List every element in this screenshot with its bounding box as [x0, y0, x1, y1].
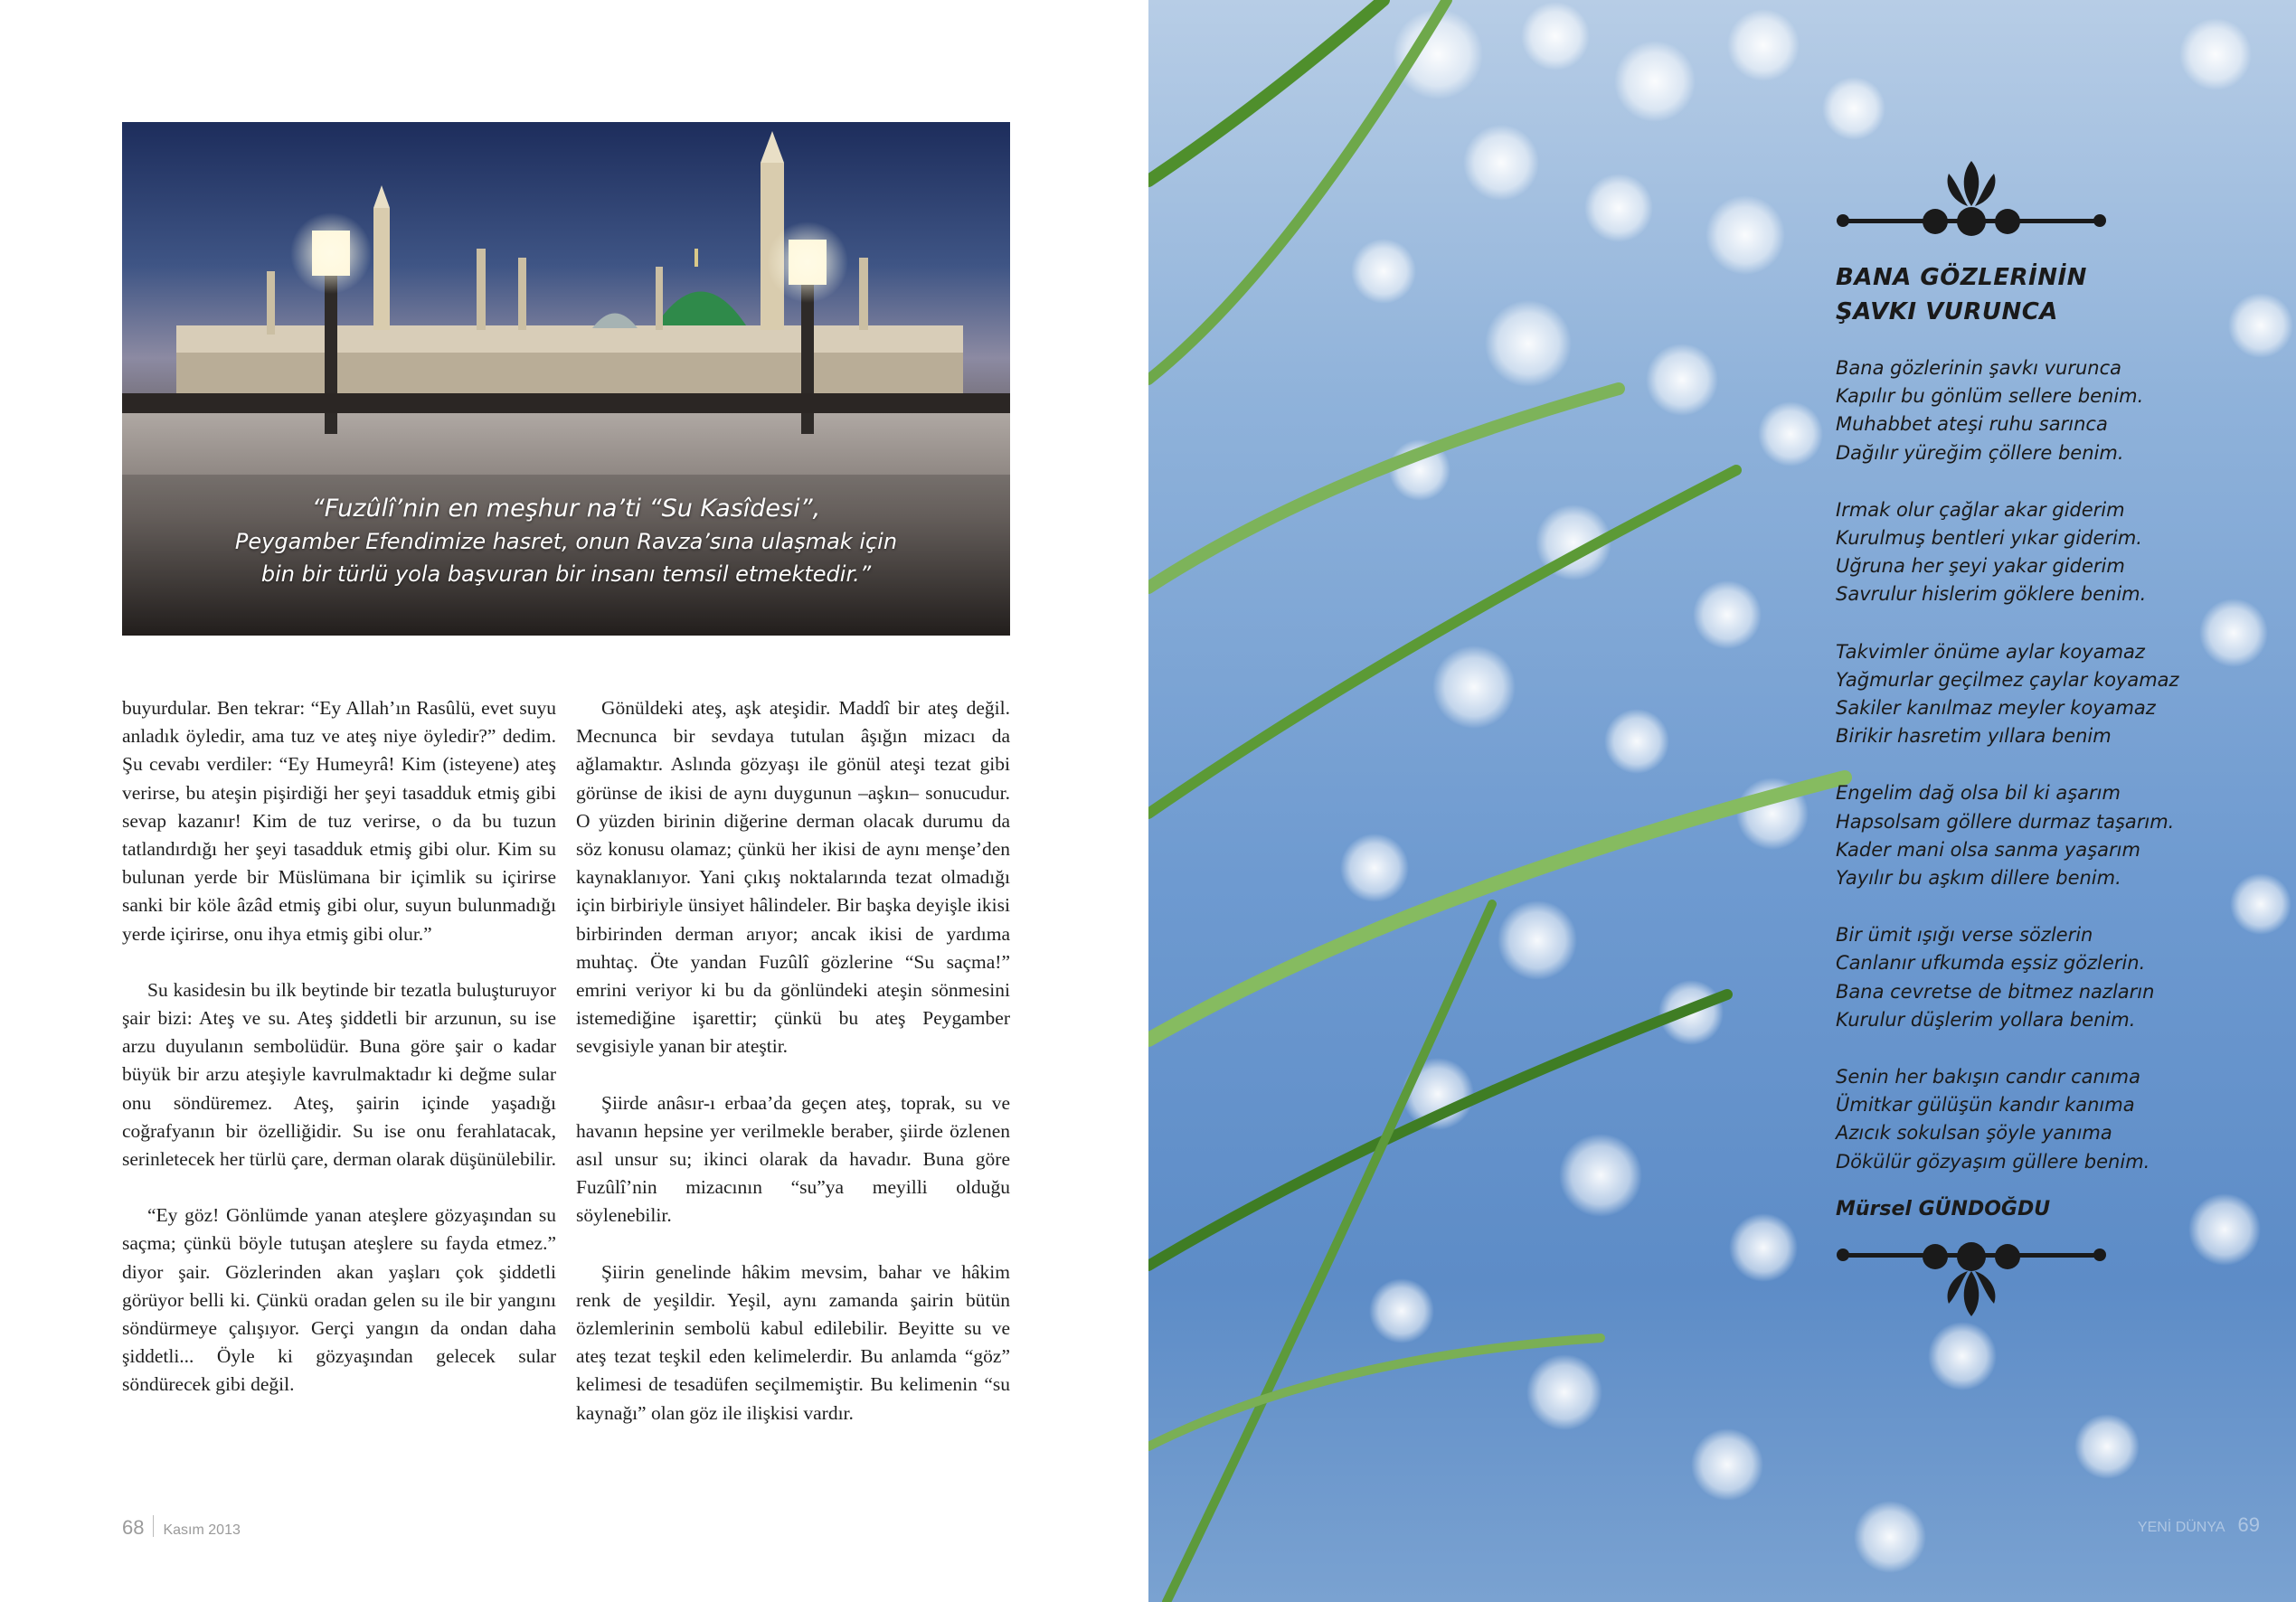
- poem-stanza: [1836, 921, 2216, 1034]
- poem-line: Kapılır bu gönlüm sellere benim.: [1836, 385, 2144, 408]
- poem-line: Azıcık sokulsan şöyle yanıma: [1836, 1122, 2112, 1145]
- paragraph: Şiirin genelinde hâkim mevsim, bahar ve hâkim renk de yeşildir. Yeşil, aynı zamanda şairin bütün özlemlerinin sembolü kabul edilebilir. Beyitte su ve ateş tezat teşkil eden kelimelerdir. Bu anlamda “göz” kelimesi de tesadüfen seçilmemiştir. Bu kelimenin “su kaynağı” olan göz ile ilişkisi vardır.: [576, 1260, 1010, 1424]
- poem-line: Muhabbet ateşi ruhu sarınca: [1836, 413, 2108, 436]
- poem-line: Bana gözlerinin şavkı vurunca: [1836, 357, 2121, 379]
- poem-title: [1836, 260, 2216, 329]
- issue-date: Kasım 2013: [163, 1522, 241, 1538]
- caption-line-3: bin bir türlü yola başvuran bir insanı temsil etmektedir.”: [260, 561, 872, 587]
- poem-stanza: [1836, 354, 2216, 467]
- poem-line: Sakiler kanılmaz meyler koyamaz: [1836, 697, 2156, 720]
- folio-divider: [153, 1515, 154, 1537]
- poem-line: Hapsolsam göllere durmaz taşarım.: [1836, 810, 2175, 833]
- poem-line: Ümitkar gülüşün kandır kanıma: [1836, 1094, 2135, 1117]
- page-footer-right: [2138, 1513, 2260, 1537]
- poem-line: Savrulur hislerim göklere benim.: [1836, 583, 2147, 606]
- caption-line-2: Peygamber Efendimize hasret, onun Ravza’sına ulaşmak için: [234, 529, 898, 554]
- poem-line: Senin her bakışın candır canıma: [1836, 1066, 2140, 1088]
- poem-author: Mürsel GÜNDOĞDU: [1836, 1197, 2051, 1220]
- poem-line: Dökülür gözyaşım güllere benim.: [1836, 1150, 2150, 1173]
- paragraph: Gönüldeki ateş, aşk ateşidir. Maddî bir ateş değil. Mecnunca bir sevdaya tutulan âşığın mizacı da ağlamaktır. Aslında gözyaşı ile gönül ateşi tezat gibi görünse de ikisi de aynı duygunun –aşkın– sonucudur. O yüzden birinin diğerine derman olacak durumu da söz konusu olamaz; çünkü her ikisi de aynı menşe’den kaynaklanıyor. Yani çıkış noktalarında tezat olmadığı için birbiriyle ünsiyet hâlindeler. Bir başka deyişle ikisi birbirinden derman arıyor; ancak ikisi de yardıma muhtaç. Öte yandan Fuzûlî gözlerine “Su saçma!” emrini veriyor ki bu da gönlündeki ateşin sönmesini istemediğine işarettir; çünkü bu ateş Peygamber sevgisiyle yanan bir ateştir.: [576, 697, 1010, 1058]
- poem-title-line-2: ŞAVKI VURUNCA: [1836, 298, 2058, 325]
- poem-box: [1836, 154, 2216, 1318]
- paragraph: “Ey göz! Gönlümde yanan ateşlere gözyaşından su saçma; çünkü böyle tutuşan ateşlere su fayda etmez.” diyor şair. Gözlerinden akan yaşları çok şiddetli görüyor belli ki. Çünkü oradan gelen su ile bir yangını söndürmeye çalışıyor. Gerçi yangın da ondan daha şiddetli... Öyle ki gözyaşından gelecek sular söndürecek gibi değil.: [122, 1204, 556, 1396]
- poem-line: Dağılır yüreğim çöllere benim.: [1836, 441, 2124, 464]
- article-column-right: [576, 694, 1010, 1456]
- poem-line: Uğruna her şeyi yakar giderim: [1836, 555, 2125, 578]
- poem-line: Canlanır ufkumda eşsiz gözlerin.: [1836, 952, 2146, 975]
- poem-line: Bir ümit ışığı verse sözlerin: [1836, 924, 2093, 947]
- poem-line: Bana cevretse de bitmez nazların: [1836, 980, 2155, 1003]
- poem-line: Yağmurlar geçilmez çaylar koyamaz: [1836, 668, 2179, 691]
- poem-line: Kurulmuş bentleri yıkar giderim.: [1836, 527, 2142, 550]
- magazine-name: YENİ DÜNYA: [2137, 1520, 2225, 1535]
- poem-line: Yayılır bu aşkım dillere benim.: [1836, 867, 2121, 890]
- ornament-bottom-icon: [1836, 1237, 2107, 1318]
- page-number: 68: [122, 1516, 145, 1539]
- right-page: [1148, 0, 2296, 1602]
- poem-stanza: [1836, 779, 2216, 892]
- poem-stanza: [1836, 496, 2216, 609]
- poem-line: Takvimler önüme aylar koyamaz: [1836, 640, 2145, 663]
- paragraph: buyurdular. Ben tekrar: “Ey Allah’ın Rasûlü, evet suyu anladık öyledir, ama tuz ve ateş niye öyledir?” dedim. Şu cevabı verdiler: “Ey Humeyrâ! Kim (isteyene) ateş verirse, bu ateşin pişirdiği her şeyi tasadduk etmiş gibi sevap kazanır! Kim de tuz verirse, o da bu tuzun tatlandırdığı her şeyi tasadduk etmiş gibi olur. Kim su bulunan yerde bir Müslümana bir içimlik su içirirse sanki bir köle âzâd etmiş gibi olur, suyun bulunmadığı yerde içirirse, onu ihya etmiş gibi olur.”: [122, 697, 556, 945]
- poem-line: Kurulur düşlerim yollara benim.: [1836, 1008, 2136, 1031]
- poem-line: Irmak olur çağlar akar giderim: [1836, 498, 2125, 521]
- paragraph: Şiirde anâsır-ı erbaa’da geçen ateş, toprak, su ve havanın hepsine yer verilmekle beraber, şiirde özlenen asıl unsur su; ikinci olarak da havadır. Buna göre Fuzûlî’nin mizacının “su”ya meyilli olduğu söylenebilir.: [576, 1091, 1010, 1227]
- paragraph: Su kasidesin bu ilk beytinde bir tezatla buluşturuyor şair bizi: Ateş ve su. Ateş şiddetli bir arzunun, su ise arzu duyulanın sembolüdür. Buna göre şair o kadar büyük bir arzu ateşiyle kavrulmaktadır ki değme sular onu söndüremez. Ateş, şairin içinde yaşadığı coğrafyanın bir özelliğidir. Su ise onu ferahlatacak, serinletecek her türlü çare, derman olarak düşünülebilir.: [122, 978, 556, 1171]
- poem-line: Birikir hasretim yıllara benim: [1836, 725, 2112, 748]
- mosque-photo: [122, 122, 1010, 636]
- page-number: 69: [2237, 1513, 2260, 1536]
- poem-line: Engelim dağ olsa bil ki aşarım: [1836, 782, 2121, 805]
- poem-stanza: [1836, 1063, 2216, 1176]
- page-footer-left: [122, 1515, 241, 1540]
- caption-line-1: “Fuzûlî’nin en meşhur na’ti “Su Kasîdesi”,: [311, 495, 821, 523]
- poem-stanza: [1836, 638, 2216, 751]
- article-column-left: [122, 694, 556, 1428]
- photo-caption: [122, 493, 1010, 590]
- poem-title-line-1: BANA GÖZLERİNİN: [1836, 264, 2087, 291]
- poem-line: Kader mani olsa sanma yaşarım: [1836, 838, 2140, 861]
- ornament-top-icon: [1836, 154, 2107, 244]
